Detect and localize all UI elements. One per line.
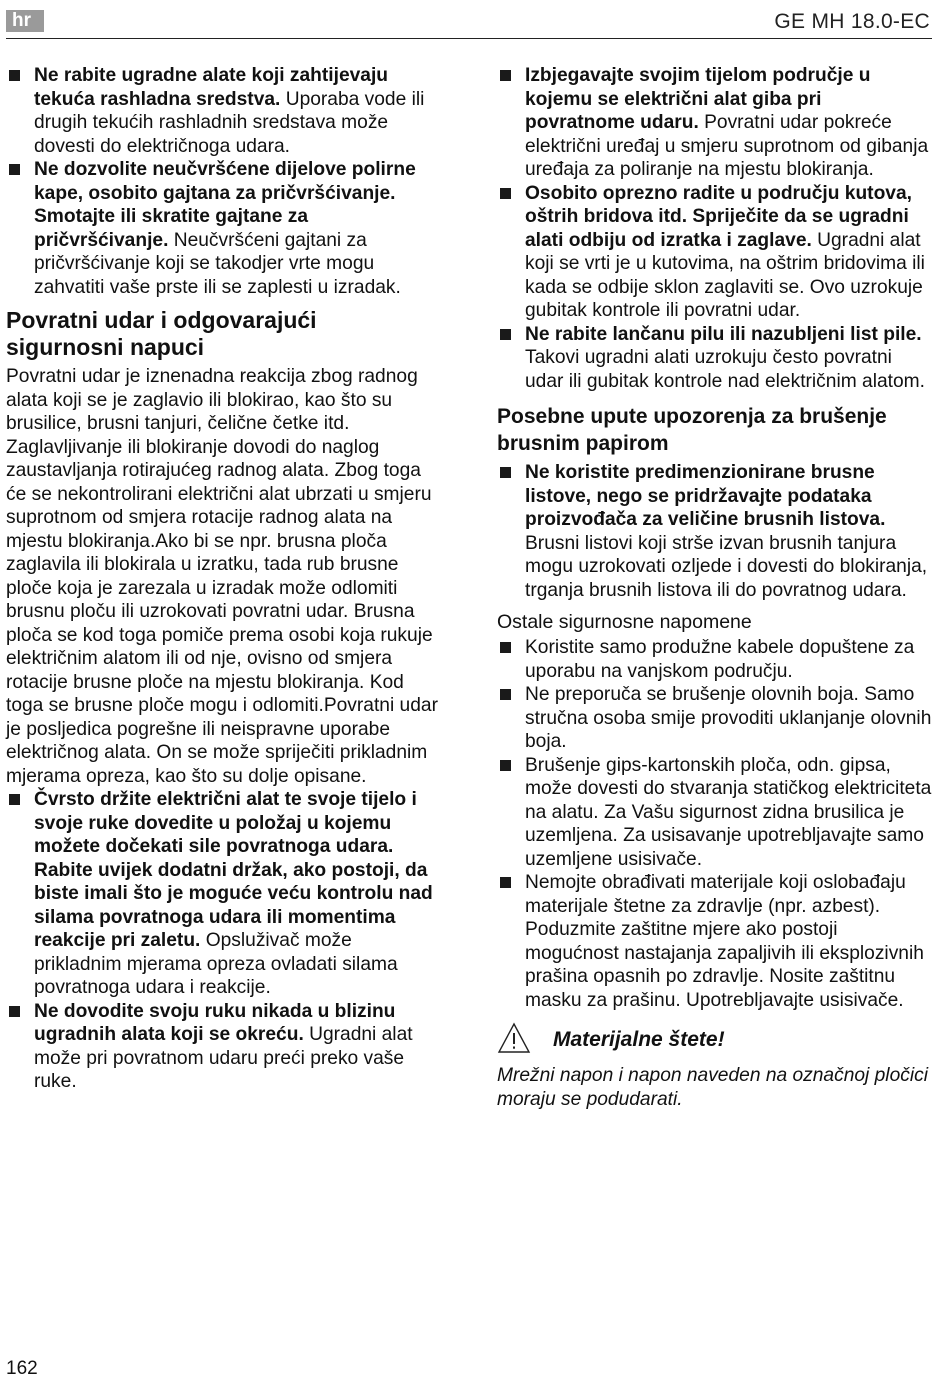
item-text: Takovi ugradni alati uzrokuju često povratni udar ili gubitak kontrole nad električnim alatom. (525, 347, 925, 392)
item-text: Nemojte obrađivati materijale koji oslobađaju materijale štetne za zdravlje (npr. azbest). Poduzmite zaštitne mjere ako postoji mogućnost nastajanja zapaljivih ili eksplozivnih prašina opasnih po zdravlje. Nosite zaštitnu masku za prašinu. Upotrebljavajte usisivače. (525, 872, 924, 1011)
item-text: Ne preporuča se brušenje olovnih boja. Samo stručna osoba smije provoditi uklanjanje olovnih boja. (525, 684, 932, 752)
item-text: Koristite samo produžne kabele dopuštene za uporabu na vanjskom području. (525, 637, 915, 682)
item-bold-text: Ne rabite lančanu pilu ili nazubljeni list pile. (525, 323, 922, 345)
bullet-square-icon (500, 642, 511, 653)
item-text: Opsluživač može prikladnim mjerama opreza ovladati silama povratnoga udara i reakcije. (34, 930, 398, 998)
item-bold-text: Ne koristite predimenzionirane brusne listove, nego se pridržavajte podataka proizvođača za veličine brusnih listova. (525, 462, 886, 530)
warning-text: Mrežni napon i napon naveden na označnoj pločici moraju se podudarati. (497, 1065, 928, 1110)
model-title: GE MH 18.0-EC (774, 10, 930, 33)
list-item (6, 788, 438, 1000)
warning-triangle-icon (497, 1022, 531, 1054)
list-item (497, 182, 933, 323)
list-item (497, 323, 933, 394)
list-item (6, 1000, 438, 1094)
list-item (6, 64, 438, 158)
list-item (497, 461, 933, 602)
language-badge: hr (6, 10, 44, 32)
left-column (6, 64, 438, 1094)
warning-block (497, 1022, 933, 1058)
item-bold-text: Osobito oprezno radite u području kutova, oštrih bridova itd. Spriječite da se ugradni alati odbiju od izratka i zaglave. (525, 182, 912, 251)
item-bold-text: Izbjegavajte svojim tijelom područje u kojemu se električni alat giba pri povratnome udaru. (525, 65, 871, 133)
item-bold-text: Ne dovodite svoju ruku nikada u blizinu ugradnih alata koji se okreću. (34, 1000, 396, 1045)
item-text: Povratni udar pokreće električni uređaj u smjeru suprotnom od gibanja uređaja za poliranje na mjestu blokiranja. (525, 112, 929, 180)
bullet-square-icon (9, 1006, 20, 1017)
list-item (6, 158, 438, 299)
kickback-paragraph: Povratni udar je iznenadna reakcija zbog radnog alata koji se je zaglavio ili blokirao, kao što su brusilice, brusni tanjuri, čelične četke itd. Zaglavljivanje ili blokiranje dovodi do naglog zaustavljanja rotirajućeg radnog alata. Zbog toga će se nekontrolirani električni alat ubrzati u smjeru suprotnom od smjera rotacije radnog alata na mjestu blokiranja.Ako bi se npr. brusna ploča zaglavila ili blokirala u izratku, tada rub brusne ploče koja je zarezala u izradak može odlomiti brusnu ploču ili uzrokovati povratni udar. Brusna ploča se kod toga pomiče prema osobi koja rukuje električnim alatom ili od nje, ovisno od smjera rotacije brusne ploče na mjestu blokiranja. Kod toga se brusne ploče mogu i odlomiti.Povratni udar je posljedica pogrešne ili neispravne uporabe električnog alata. On se može spriječiti prikladnim mjerama opreza, kao što su dolje opisane. (6, 366, 438, 787)
item-text: Brusni listovi koji strše izvan brusnih tanjura mogu uzrokovati ozljede i dovesti do blokiranja, trganja brusnih listova ili do povratnog udara. (525, 532, 928, 601)
item-text: Neučvršćeni gajtani za pričvršćivanje koji se takodjer vrte mogu zahvatiti vaše prste ili se zaplesti u izradak. (34, 229, 401, 298)
bullet-square-icon (500, 760, 511, 771)
warning-title: Materijalne štete! (553, 1028, 725, 1051)
section-subheading-other: Ostale sigurnosne napomene (497, 611, 752, 633)
item-text: Ugradni alat koji se vrti je u kutovima, na oštrim bridovima ili kada se odbije sklon zaglaviti se. Ovo uzrokuje gubitak kontrole ili povratni udar. (525, 229, 925, 321)
page-number: 162 (6, 1358, 38, 1379)
item-bold-text: Ne dozvolite neučvršćene dijelove polirne kape, osobito gajtana za pričvršćivanje. Smotajte ili skratite gajtane za pričvršćivanje. (34, 159, 416, 251)
bullet-square-icon (500, 689, 511, 700)
list-item (497, 754, 933, 872)
bullet-square-icon (500, 188, 511, 199)
item-text: Brušenje gips-kartonskih ploča, odn. gipsa, može dovesti do stvaranja statičkog elektriciteta na alatu. Za Vašu sigurnost zidna brusilica je uzemljena. Za usisavanje upotrebljavajte samo uzemljene usisivače. (525, 754, 932, 870)
list-item (497, 871, 933, 1012)
bullet-square-icon (9, 794, 20, 805)
item-bold-text: Ne rabite ugradne alate koji zahtijevaju tekuća rashladna sredstva. (34, 65, 389, 110)
section-heading-kickback: Povratni udar i odgovarajući sigurnosni napuci (6, 307, 317, 360)
header-rule (6, 38, 932, 39)
bullet-square-icon (500, 329, 511, 340)
item-text: Uporaba vode ili drugih tekućih rashladnih sredstava može dovesti do električnoga udara. (34, 88, 425, 157)
item-bold-text: Čvrsto držite električni alat te svoje tijelo i svoje ruke dovedite u položaj u kojemu možete dočekati sile povratnoga udara. Rabite uvijek dodatni držak, ako postoji, da biste imali što je moguće veću kontrolu nad silama povratnoga udara ili momentima reakcije pri zaletu. (34, 789, 433, 951)
section-heading-sanding: Posebne upute upozorenja za brušenje brusnim papirom (497, 405, 887, 455)
bullet-square-icon (500, 70, 511, 81)
item-text: Ugradni alat može pri povratnom udaru preći preko vaše ruke. (34, 1024, 413, 1092)
bullet-square-icon (500, 877, 511, 888)
bullet-square-icon (500, 467, 511, 478)
list-item (497, 64, 933, 182)
list-item (497, 683, 933, 754)
list-item (497, 636, 933, 683)
right-column (497, 64, 933, 1111)
bullet-square-icon (9, 70, 20, 81)
bullet-square-icon (9, 164, 20, 175)
